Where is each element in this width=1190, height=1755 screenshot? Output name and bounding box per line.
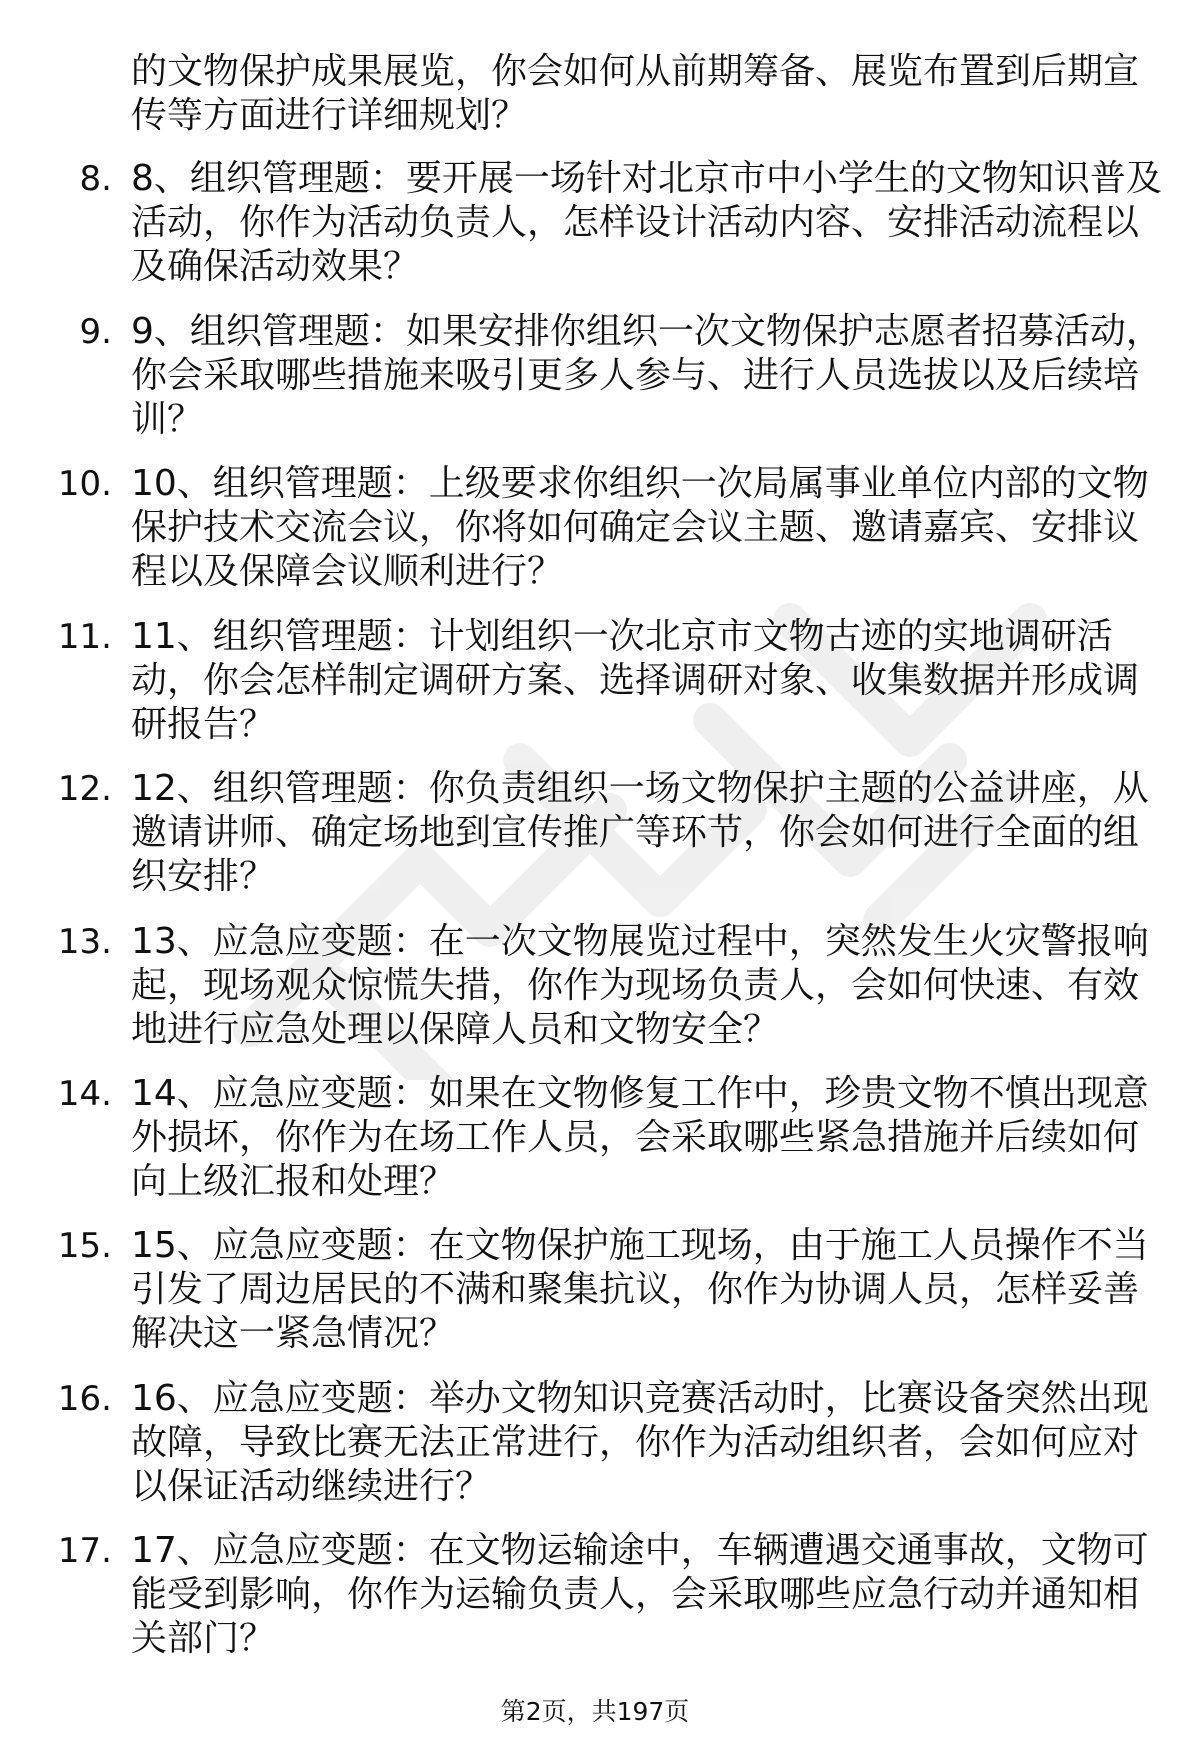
item-number: 16. [57, 1379, 112, 1419]
item-text: 15、应急应变题：在文物保护施工现场，由于施工人员操作不当引发了周边居民的不满和聚集抗议，你作为协调人员，怎样妥善解决这一紧急情况？ [131, 1225, 1149, 1354]
item-text: 9、组织管理题：如果安排你组织一次文物保护志愿者招募活动，你会采取哪些措施来吸引更多人参与、进行人员选拔以及后续培训？ [131, 311, 1162, 440]
item-number: 9. [79, 312, 112, 352]
item-text: 17、应急应变题：在文物运输途中，车辆遭遇交通事故，文物可能受到影响，你作为运输负责人，会采取哪些应急行动并通知相关部门？ [131, 1530, 1149, 1659]
item-text: 13、应急应变题：在一次文物展览过程中，突然发生火灾警报响起，现场观众惊慌失措，你作为现场负责人，会如何快速、有效地进行应急处理以保障人员和文物安全？ [131, 921, 1149, 1050]
item-text: 10、组织管理题：上级要求你组织一次局属事业单位内部的文物保护技术交流会议，你将如何确定会议主题、邀请嘉宾、安排议程以及保障会议顺利进行？ [131, 463, 1149, 592]
item-number: 14. [57, 1074, 112, 1114]
item-number: 17. [57, 1531, 112, 1571]
item-text: 14、应急应变题：如果在文物修复工作中，珍贵文物不慎出现意外损坏，你作为在场工作人员，会采取哪些紧急措施并后续如何向上级汇报和处理？ [131, 1073, 1149, 1202]
item-text: 12、组织管理题：你负责组织一场文物保护主题的公益讲座，从邀请讲师、确定场地到宣传推广等环节，你会如何进行全面的组织安排？ [131, 768, 1149, 897]
continuation-paragraph: 的文物保护成果展览，你会如何从前期筹备、展览布置到后期宣传等方面进行详细规划？ [131, 51, 1140, 136]
item-text: 8、组织管理题：要开展一场针对北京市中小学生的文物知识普及活动，你作为活动负责人，怎样设计活动内容、安排活动流程以及确保活动效果？ [131, 158, 1162, 287]
item-number: 13. [57, 922, 112, 962]
item-number: 12. [57, 769, 112, 809]
item-number: 11. [57, 617, 112, 657]
item-text: 16、应急应变题：举办文物知识竞赛活动时，比赛设备突然出现故障，导致比赛无法正常进行，你作为活动组织者，会如何应对以保证活动继续进行？ [131, 1378, 1149, 1507]
item-text: 11、组织管理题：计划组织一次北京市文物古迹的实地调研活动，你会怎样制定调研方案、选择调研对象、收集数据并形成调研报告？ [131, 616, 1140, 745]
page-footer: 第2页，共197页 [500, 1697, 690, 1726]
item-number: 8. [79, 159, 112, 199]
item-number: 10. [57, 464, 112, 504]
item-number: 15. [57, 1226, 112, 1266]
